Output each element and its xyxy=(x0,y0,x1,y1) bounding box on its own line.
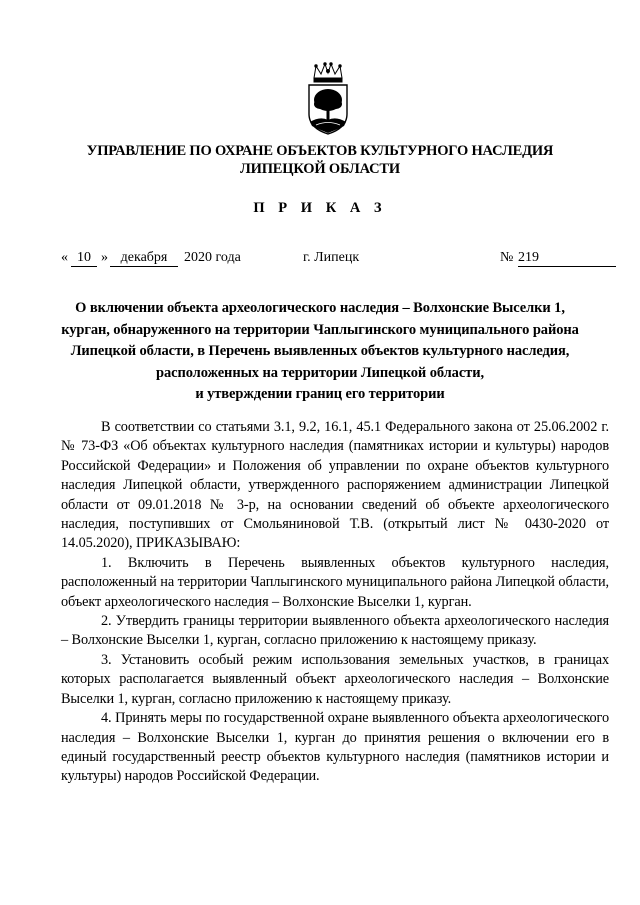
organization-name xyxy=(40,142,600,178)
date-month: декабря xyxy=(110,250,178,267)
heading-line: и утверждении границ его территории xyxy=(195,386,445,402)
date-number-line xyxy=(0,250,640,270)
date-day: 10 xyxy=(71,250,97,267)
quote-open: « xyxy=(61,250,68,265)
coat-of-arms-icon xyxy=(306,62,350,136)
order-number: 219 xyxy=(518,250,616,267)
heading-line: О включении объекта археологического наследия – Волхонские Выселки 1, xyxy=(75,300,565,316)
organization-line-2: ЛИПЕЦКОЙ ОБЛАСТИ xyxy=(240,161,400,177)
city: г. Липецк xyxy=(303,250,360,265)
order-item-3: 3. Установить особый режим использования земельных участков, в границах которых располагается выявленный объект археологического наследия – Волхонские Выселки 1, курган, согласно приложению к настоящему приказу. xyxy=(61,651,609,707)
document-type: П Р И К А З xyxy=(253,200,387,216)
order-body xyxy=(61,418,609,787)
heading-line: Липецкой области, в Перечень выявленных объектов культурного наследия, xyxy=(70,343,570,359)
heading-line: курган, обнаруженного на территории Чаплыгинского муниципального района xyxy=(61,321,579,338)
order-heading xyxy=(40,298,600,406)
order-item-2: 2. Утвердить границы территории выявленного объекта археологического наследия – Волхонские Выселки 1, курган, согласно приложению к настоящему приказу. xyxy=(61,613,609,649)
order-item-1: 1. Включить в Перечень выявленных объектов культурного наследия, расположенный на территории Чаплыгинского муниципального района Липецкой области, объект археологического наследия – Волхонские Выселки 1, курган. xyxy=(61,554,609,610)
heading-line: расположенных на территории Липецкой области, xyxy=(156,364,484,381)
organization-line-1: УПРАВЛЕНИЕ ПО ОХРАНЕ ОБЪЕКТОВ КУЛЬТУРНОГО НАСЛЕДИЯ xyxy=(86,143,554,159)
date-year: 2020 года xyxy=(184,250,241,265)
quote-close: » xyxy=(101,250,108,265)
preamble-paragraph: В соответствии со статьями 3.1, 9.2, 16.1, 45.1 Федерального закона от 25.06.2002 г. № 73-ФЗ «Об объектах культурного наследия (памятниках истории и культуры) народов Российской Федерации» и Положения об управлении по охране объектов культурного наследия Липецкой области, утвержденного распоряжением администрации Липецкой области от 09.01.2018 № 3-р, на основании сведений об объекте археологического наследия, поступивших от Смольяниновой Т.В. (открытый лист № 0430-2020 от 14.05.2020), ПРИКАЗЫВАЮ: xyxy=(61,419,609,552)
number-sign: № xyxy=(500,250,514,265)
order-item-4: 4. Принять меры по государственной охране выявленного объекта археологического наследия – Волхонские Выселки 1, курган до принятия решения о включении его в единый государственный реестр объектов культурного наследия (памятников истории и культуры) народов Российской Федерации. xyxy=(61,710,609,785)
